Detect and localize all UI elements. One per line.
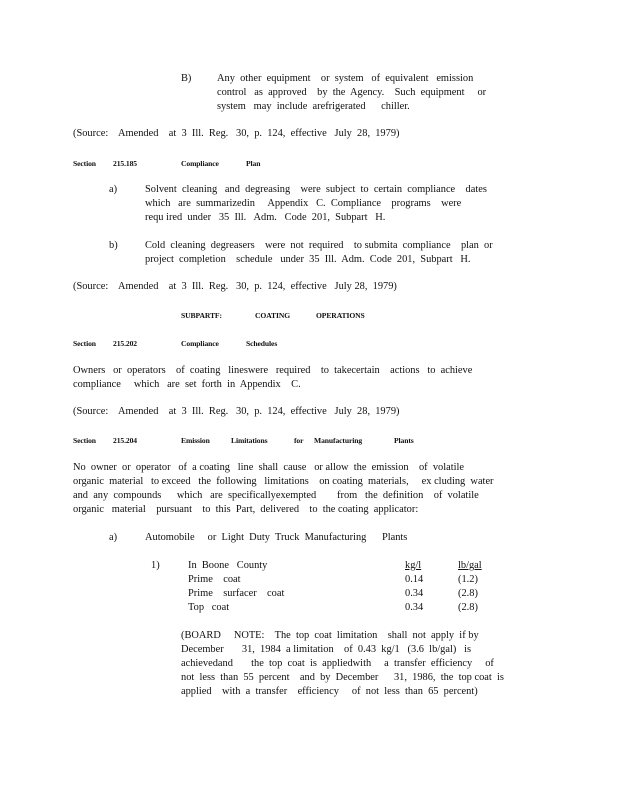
table-cell: Prime surfacer coat bbox=[188, 588, 285, 599]
section-title-word: Compliance bbox=[181, 159, 219, 168]
board-note-line: applied with a transfer efficiency of not less than 65 percent) bbox=[181, 686, 478, 697]
section-label: Section bbox=[73, 436, 96, 445]
section-title-word: for bbox=[294, 436, 304, 445]
item-a-marker: a) bbox=[109, 532, 118, 543]
paragraph-line: compliance which are set forth in Appendix C. bbox=[73, 379, 301, 390]
section-number: 215.202 bbox=[113, 339, 137, 348]
table-row bbox=[188, 573, 488, 587]
item-b-line-1: Any other equipment or system of equivalent emission bbox=[217, 73, 474, 84]
item-b-marker: b) bbox=[109, 240, 118, 251]
paragraph-line: organic material pursuant to this Part, delivered to the coating applicator: bbox=[73, 504, 419, 515]
section-title-word: Compliance bbox=[181, 339, 219, 348]
sub-item-marker: 1) bbox=[151, 560, 160, 571]
board-note-line: December 31, 1984 a limitation of 0.43 kg/1 (3.6 lb/gal) is bbox=[181, 644, 472, 655]
section-label: Section bbox=[73, 339, 96, 348]
table-row bbox=[188, 587, 488, 601]
item-b-marker: B) bbox=[181, 73, 192, 84]
table-row bbox=[188, 601, 488, 615]
source-note-2: (Source: Amended at 3 Ill. Reg. 30, p. 124, effective July 28, 1979) bbox=[73, 281, 397, 292]
table-header-cell: lb/gal bbox=[458, 560, 482, 571]
table-header-cell: kg/l bbox=[405, 560, 422, 571]
subpart-title-word: COATING bbox=[255, 311, 291, 320]
section-number: 215.204 bbox=[113, 436, 137, 445]
subpart-label: SUBPARTF: bbox=[181, 311, 222, 320]
paragraph-line: organic material to exceed the following limitations on coating materials, ex cluding water bbox=[73, 476, 494, 487]
table-header-row bbox=[188, 559, 488, 573]
paragraph-line: and any compounds which are specificallyexempted from the definition of volatile bbox=[73, 490, 479, 501]
item-a-line-3: requ ired under 35 Ill. Adm. Code 201, Subpart H. bbox=[145, 212, 386, 223]
item-a-label: Automobile or Light Duty Truck Manufacturing Plants bbox=[145, 532, 408, 543]
board-note-line: achievedand the top coat is appliedwith a transfer efficiency of bbox=[181, 658, 494, 669]
table-header-cell: In Boone County bbox=[188, 560, 268, 571]
item-a-line-1: Solvent cleaning and degreasing were subject to certain compliance dates bbox=[145, 184, 487, 195]
section-title-word: Plants bbox=[394, 436, 414, 445]
section-title-word: Manufacturing bbox=[314, 436, 363, 445]
section-title-word: Limitations bbox=[231, 436, 268, 445]
table-cell: Prime coat bbox=[188, 574, 241, 585]
table-cell: 0.34 bbox=[405, 588, 424, 599]
section-number: 215.185 bbox=[113, 159, 137, 168]
item-b-line-1: Cold cleaning degreasers were not required to submita compliance plan or bbox=[145, 240, 493, 251]
source-note-3: (Source: Amended at 3 Ill. Reg. 30, p. 124, effective July 28, 1979) bbox=[73, 406, 400, 417]
source-note-1: (Source: Amended at 3 Ill. Reg. 30, p. 124, effective July 28, 1979) bbox=[73, 128, 400, 139]
item-b-line-3: system may include arefrigerated chiller. bbox=[217, 101, 410, 112]
table-cell: (2.8) bbox=[458, 588, 478, 599]
table-cell: Top coat bbox=[188, 602, 230, 613]
table-cell: 0.14 bbox=[405, 574, 424, 585]
section-title-word: Emission bbox=[181, 436, 210, 445]
section-label: Section bbox=[73, 159, 96, 168]
limits-table bbox=[188, 559, 488, 615]
section-title-word: Schedules bbox=[246, 339, 278, 348]
item-b-line-2: project completion schedule under 35 Ill. Adm. Code 201, Subpart H. bbox=[145, 254, 471, 265]
board-note-line: (BOARD NOTE: The top coat limitation shall not apply if by bbox=[181, 630, 479, 641]
board-note-line: not less than 55 percent and by December 31, 1986, the top coat is bbox=[181, 672, 504, 683]
table-cell: (2.8) bbox=[458, 602, 478, 613]
table-cell: (1.2) bbox=[458, 574, 478, 585]
paragraph-line: Owners or operators of coating lineswere required to takecertain actions to achieve bbox=[73, 365, 473, 376]
subpart-title-word: OPERATIONS bbox=[316, 311, 365, 320]
table-cell: 0.34 bbox=[405, 602, 424, 613]
item-a-marker: a) bbox=[109, 184, 118, 195]
section-title-word: Plan bbox=[246, 159, 261, 168]
paragraph-line: No owner or operator of a coating line shall cause or allow the emission of volatile bbox=[73, 462, 464, 473]
item-a-line-2: which are summarizedin Appendix C. Compliance programs were bbox=[145, 198, 462, 209]
item-b-line-2: control as approved by the Agency. Such equipment or bbox=[217, 87, 487, 98]
